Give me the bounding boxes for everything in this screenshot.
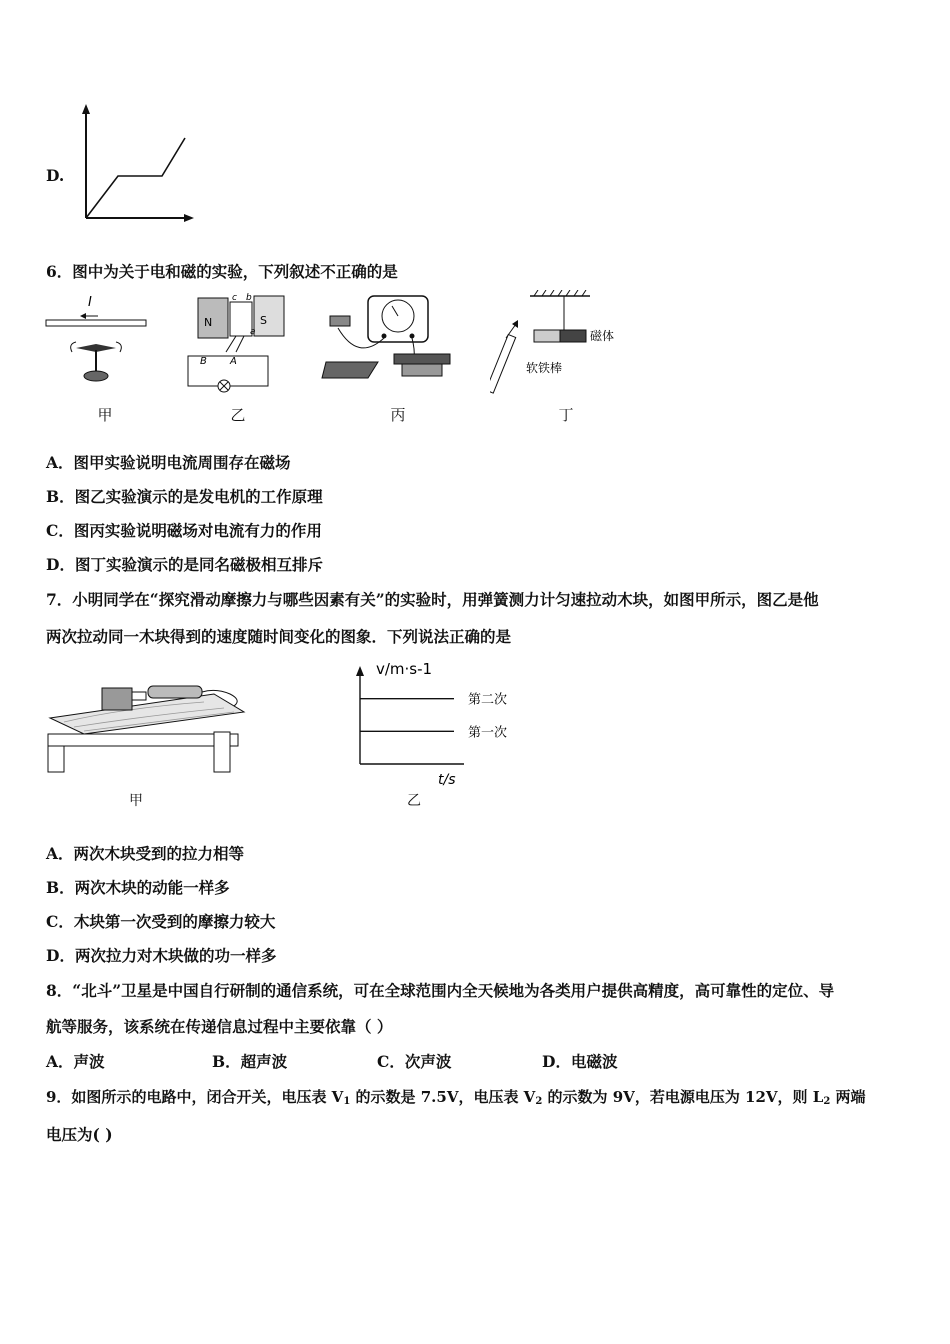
spring-scale-hook xyxy=(132,692,146,700)
table-leg-right xyxy=(214,732,230,772)
q9-part1: 9．如图所示的电路中，闭合开关，电压表 V xyxy=(46,1088,344,1106)
graph-line xyxy=(86,138,185,218)
chart-series-label-1: 第一次 xyxy=(468,725,508,741)
magnet-s-label: S xyxy=(260,314,267,327)
q8-stem-line1: 8．“北斗”卫星是中国自行研制的通信系统，可在全球范围内全天候地为各类用户提供高精度，高可靠性的定位、导 xyxy=(46,981,835,1000)
meter-terminal-2 xyxy=(410,334,415,339)
q7-option-b[interactable]: B．两次木块的动能一样多 xyxy=(46,878,230,897)
magnet-n-label: N xyxy=(204,316,213,329)
spring-scale xyxy=(148,686,202,698)
q9-part3: 的示数为 9V，若电源电压为 12V，则 L xyxy=(542,1088,824,1106)
magnet-label: 磁体 xyxy=(590,329,615,343)
needle-base xyxy=(84,371,108,381)
wooden-block xyxy=(102,688,132,710)
brush-label-b: B xyxy=(200,356,207,367)
iron-rod-label: 软铁棒 xyxy=(526,361,563,375)
current-arrowhead xyxy=(80,313,86,319)
q7-figure-jia xyxy=(44,672,256,776)
q7-option-a[interactable]: A．两次木块受到的拉力相等 xyxy=(46,844,245,863)
meter-terminal-1 xyxy=(382,334,387,339)
rail-device xyxy=(394,354,450,364)
q6-figure-label-ding: 丁 xyxy=(558,406,574,424)
coil-label-b: b xyxy=(246,293,252,303)
coil-label-c: c xyxy=(232,293,237,303)
chart-x-label: t/s xyxy=(438,772,456,788)
q6-figure-yi xyxy=(180,290,300,394)
q8-option-b[interactable]: B．超声波 xyxy=(212,1052,288,1071)
q6-figure-label-jia: 甲 xyxy=(97,406,113,424)
magnet-light-half xyxy=(534,330,560,342)
q8-stem-line2: 航等服务，该系统在传递信息过程中主要依靠（ ） xyxy=(46,1017,393,1036)
coil-label-a: a xyxy=(250,327,256,337)
wire xyxy=(46,320,146,326)
horseshoe-magnet xyxy=(322,362,378,378)
q6-figure-ding xyxy=(490,290,630,394)
brush-wire-a xyxy=(236,336,244,352)
magnet-dark-half xyxy=(560,330,586,342)
rod-arrowhead xyxy=(512,320,518,328)
iron-rod xyxy=(490,335,516,394)
q6-figure-jia xyxy=(40,292,160,392)
rotation-arrow-left xyxy=(71,342,76,352)
table-top xyxy=(48,734,238,746)
q5-option-d-graph xyxy=(70,100,200,230)
q7-option-c[interactable]: C．木块第一次受到的摩擦力较大 xyxy=(46,912,276,931)
y-axis-arrow xyxy=(82,104,90,114)
q6-figure-bing xyxy=(318,292,463,392)
q6-option-a[interactable]: A．图甲实验说明电流周围存在磁场 xyxy=(46,453,291,472)
q9-part4: 两端 xyxy=(830,1088,866,1106)
switch xyxy=(330,316,350,326)
q6-figure-label-bing: 丙 xyxy=(390,406,406,424)
q6-option-d[interactable]: D．图丁实验演示的是同名磁极相互排斥 xyxy=(46,555,323,574)
chart-series-group xyxy=(360,692,507,741)
coil xyxy=(230,302,252,336)
q9-sub1: 1 xyxy=(343,1096,351,1107)
ceiling-hatch xyxy=(534,290,586,296)
q6-stem: 6．图中为关于电和磁的实验，下列叙述不正确的是 xyxy=(46,262,398,281)
magnet-s xyxy=(254,296,284,336)
q7-figure-label-jia: 甲 xyxy=(129,793,143,809)
table-leg-left xyxy=(48,746,64,772)
q9-stem-line2: 电压为( ) xyxy=(46,1125,113,1144)
q8-option-a[interactable]: A．声波 xyxy=(46,1052,105,1071)
current-label: I xyxy=(88,295,92,310)
q6-option-b[interactable]: B．图乙实验演示的是发电机的工作原理 xyxy=(46,487,323,506)
brush-label-a: A xyxy=(230,356,237,367)
magnet-n xyxy=(198,298,228,338)
q6-figure-label-yi: 乙 xyxy=(230,406,246,424)
q7-stem-line2: 两次拉动同一木块得到的速度随时间变化的图象．下列说法正确的是 xyxy=(46,627,512,646)
rail-base xyxy=(402,364,442,376)
q7-chart xyxy=(342,652,542,802)
q9-sub3: 2 xyxy=(823,1096,831,1107)
chart-series-label-0: 第二次 xyxy=(468,692,508,708)
q5-option-d-label: D. xyxy=(46,166,65,185)
q8-option-d[interactable]: D．电磁波 xyxy=(542,1052,618,1071)
x-axis-arrow xyxy=(184,214,194,222)
q9-part2: 的示数是 7.5V，电压表 V xyxy=(350,1088,536,1106)
q9-sub2: 2 xyxy=(535,1096,543,1107)
q9-stem-line1 xyxy=(46,1087,866,1112)
q8-option-c[interactable]: C．次声波 xyxy=(377,1052,452,1071)
q6-option-c[interactable]: C．图丙实验说明磁场对电流有力的作用 xyxy=(46,521,322,540)
q7-option-d[interactable]: D．两次拉力对木块做的功一样多 xyxy=(46,946,277,965)
board-top xyxy=(50,694,244,734)
rotation-arrow-right xyxy=(116,342,121,352)
q7-figure-label-yi: 乙 xyxy=(407,793,421,809)
q7-stem-line1: 7．小明同学在“探究滑动摩擦力与哪些因素有关”的实验时，用弹簧测力计匀速拉动木块，如图甲所示，图乙是他 xyxy=(46,590,819,609)
chart-y-axis-arrow xyxy=(356,666,364,676)
chart-y-label: v/m·s-1 xyxy=(376,660,433,678)
